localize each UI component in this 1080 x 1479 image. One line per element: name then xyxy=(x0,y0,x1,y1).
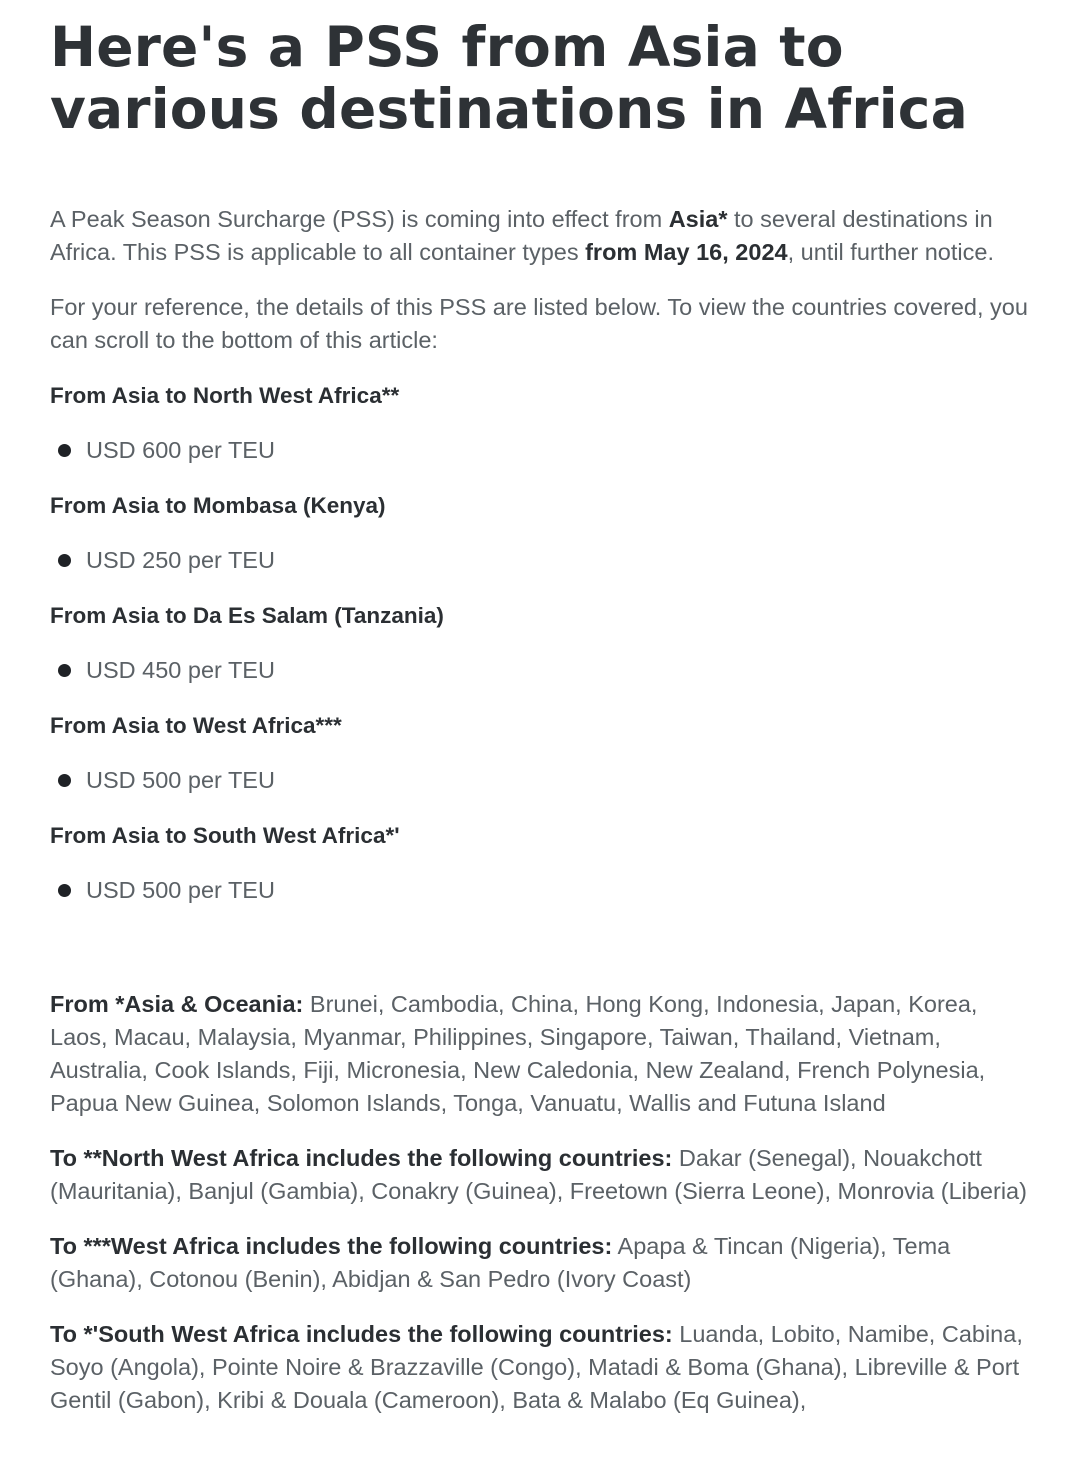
route-heading: From Asia to Mombasa (Kenya) xyxy=(50,493,386,518)
note-label: To **North West Africa includes the following countries: xyxy=(50,1145,673,1171)
rate-item xyxy=(58,544,1040,577)
note-text: Dakar (Senegal), Nouakchott (Mauritania), Banjul (Gambia), Conakry (Guinea), Freetown (Sierra Leone), Monrovia (Liberia) xyxy=(50,1145,1027,1204)
note-text: Apapa & Tincan (Nigeria), Tema (Ghana), Cotonou (Benin), Abidjan & San Pedro (Ivory Coast) xyxy=(50,1233,951,1292)
route-south-west-africa xyxy=(50,819,1040,907)
page-title: Here's a PSS from Asia to various destinations in Africa xyxy=(50,15,968,141)
bullet-icon xyxy=(58,554,71,567)
route-mombasa xyxy=(50,489,1040,577)
north-west-africa-note xyxy=(50,1142,1040,1208)
intro-effective-date: from May 16, 2024 xyxy=(585,239,788,265)
south-west-africa-note xyxy=(50,1318,1040,1417)
reference-paragraph: For your reference, the details of this PSS are listed below. To view the countries covered, you can scroll to the bottom of this article: xyxy=(50,294,1028,353)
note-label: To *'South West Africa includes the following countries: xyxy=(50,1321,673,1347)
bullet-icon xyxy=(58,664,71,677)
rate-item xyxy=(58,874,1040,907)
bullet-icon xyxy=(58,774,71,787)
intro-text-2: to several destinations in Africa. This PSS is applicable to all container types xyxy=(50,206,993,265)
note-label: From *Asia & Oceania: xyxy=(50,991,304,1017)
route-heading: From Asia to Da Es Salam (Tanzania) xyxy=(50,603,444,628)
spacer xyxy=(50,907,1040,958)
route-da-es-salam xyxy=(50,599,1040,687)
rate-text: USD 600 per TEU xyxy=(86,437,275,463)
intro-origin: Asia* xyxy=(668,206,728,232)
bullet-icon xyxy=(58,444,71,457)
rate-text: USD 250 per TEU xyxy=(86,547,275,573)
rate-item xyxy=(58,654,1040,687)
route-heading: From Asia to West Africa*** xyxy=(50,713,342,738)
intro-text-1: A Peak Season Surcharge (PSS) is coming into effect from xyxy=(50,206,669,232)
west-africa-note xyxy=(50,1230,1040,1296)
route-north-west-africa xyxy=(50,379,1040,467)
article xyxy=(50,16,1040,1417)
route-west-africa xyxy=(50,709,1040,797)
rate-item xyxy=(58,434,1040,467)
intro-paragraph xyxy=(50,203,1040,269)
rate-text: USD 500 per TEU xyxy=(86,877,275,903)
note-text: Brunei, Cambodia, China, Hong Kong, Indonesia, Japan, Korea, Laos, Macau, Malaysia, Myanmar, Philippines, Singapore, Taiwan, Thailand, Vietnam, Australia, Cook Islands, Fiji, Micronesia, New Caledonia, New Zealand, French Polynesia, Papua New Guinea, Solomon Islands, Tonga, Vanuatu, Wallis and Futuna Island xyxy=(50,991,986,1116)
route-heading: From Asia to North West Africa** xyxy=(50,383,400,408)
note-text: Luanda, Lobito, Namibe, Cabina, Soyo (Angola), Pointe Noire & Brazzaville (Congo), Matadi & Boma (Ghana), Libreville & Port Gentil (Gabon), Kribi & Douala (Cameroon), Bata & Malabo (Eq Guinea), xyxy=(50,1321,1023,1413)
intro-text-3: , until further notice. xyxy=(787,239,994,265)
note-label: To ***West Africa includes the following countries: xyxy=(50,1233,613,1259)
rate-text: USD 500 per TEU xyxy=(86,767,275,793)
bullet-icon xyxy=(58,884,71,897)
rate-item xyxy=(58,764,1040,797)
route-heading: From Asia to South West Africa*' xyxy=(50,823,400,848)
rate-text: USD 450 per TEU xyxy=(86,657,275,683)
origin-countries-note xyxy=(50,988,1040,1120)
